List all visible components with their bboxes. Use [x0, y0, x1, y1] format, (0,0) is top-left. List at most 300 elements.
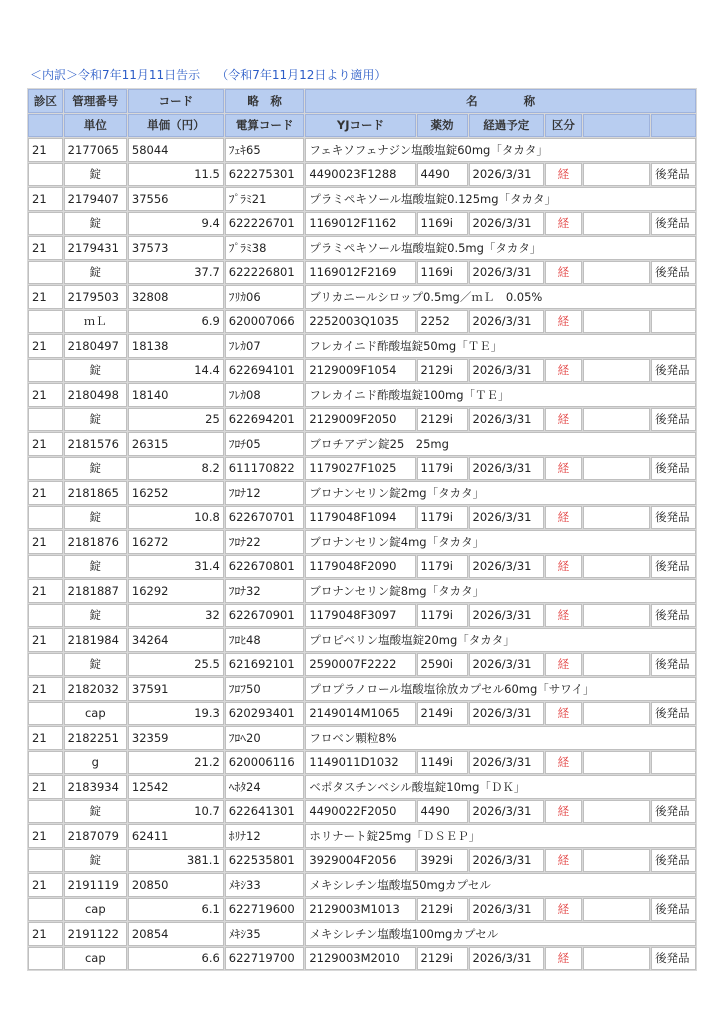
yakko-cell: 2590i: [417, 653, 468, 677]
note-cell: 後発品: [651, 702, 696, 726]
detail-blank: [28, 555, 63, 579]
kubun-cell: 経: [545, 310, 582, 334]
yakko-cell: 1149i: [417, 751, 468, 775]
shinku-cell: 21: [28, 726, 63, 750]
header-densan: 電算コード: [225, 114, 305, 138]
price-cell: 37.7: [128, 261, 224, 285]
note-cell: 後発品: [651, 359, 696, 383]
drug-name-cell: フェキソフェナジン塩酸塩錠60mg「タカタ」: [305, 138, 696, 162]
unit-cell: 錠: [64, 849, 127, 873]
yakko-cell: 2129i: [417, 947, 468, 971]
note-cell: 後発品: [651, 849, 696, 873]
table-row-detail: [28, 163, 696, 187]
price-cell: 14.4: [128, 359, 224, 383]
kanri-cell: 2181576: [64, 432, 127, 456]
detail-blank: [28, 604, 63, 628]
table-row: [28, 481, 696, 505]
yakko-cell: 1179i: [417, 555, 468, 579]
keika-cell: 2026/3/31: [469, 849, 544, 873]
keika-cell: 2026/3/31: [469, 310, 544, 334]
keika-cell: 2026/3/31: [469, 457, 544, 481]
kanri-cell: 2179431: [64, 236, 127, 260]
kanri-cell: 2181984: [64, 628, 127, 652]
note-cell: 後発品: [651, 506, 696, 530]
yj-cell: 2129009F1054: [305, 359, 415, 383]
yakko-cell: 1179i: [417, 457, 468, 481]
densan-cell: 622641301: [225, 800, 305, 824]
price-cell: 9.4: [128, 212, 224, 236]
kubun-cell: 経: [545, 212, 582, 236]
code-cell: 32808: [128, 285, 224, 309]
kanri-cell: 2187079: [64, 824, 127, 848]
kanri-cell: 2177065: [64, 138, 127, 162]
densan-cell: 622275301: [225, 163, 305, 187]
detail-blank: [28, 506, 63, 530]
kubun-cell: 経: [545, 751, 582, 775]
yakko-cell: 1179i: [417, 506, 468, 530]
table-row: [28, 726, 696, 750]
unit-cell: 錠: [64, 408, 127, 432]
densan-cell: 622226801: [225, 261, 305, 285]
keika-cell: 2026/3/31: [469, 506, 544, 530]
yakko-cell: 2252: [417, 310, 468, 334]
kanri-cell: 2181887: [64, 579, 127, 603]
table-row: [28, 334, 696, 358]
unit-cell: 錠: [64, 261, 127, 285]
code-cell: 16272: [128, 530, 224, 554]
table-row-detail: [28, 702, 696, 726]
yakko-cell: 1179i: [417, 604, 468, 628]
shinku-cell: 21: [28, 579, 63, 603]
detail-blank: [28, 898, 63, 922]
table-row: [28, 236, 696, 260]
densan-cell: 622670801: [225, 555, 305, 579]
table-row: [28, 824, 696, 848]
header-kanri: 管理番号: [64, 89, 127, 113]
price-cell: 10.7: [128, 800, 224, 824]
kubun-cell: 経: [545, 653, 582, 677]
note-cell: [651, 310, 696, 334]
code-cell: 12542: [128, 775, 224, 799]
yakko-cell: 3929i: [417, 849, 468, 873]
kubun-cell: 経: [545, 849, 582, 873]
price-cell: 32: [128, 604, 224, 628]
kanri-cell: 2179503: [64, 285, 127, 309]
yj-cell: 1149011D1032: [305, 751, 415, 775]
unit-cell: 錠: [64, 555, 127, 579]
unit-cell: 錠: [64, 506, 127, 530]
table-row-detail: [28, 751, 696, 775]
keika-cell: 2026/3/31: [469, 408, 544, 432]
code-cell: 37573: [128, 236, 224, 260]
blank-cell: [583, 310, 650, 334]
note-cell: 後発品: [651, 800, 696, 824]
densan-cell: 622670701: [225, 506, 305, 530]
code-cell: 18138: [128, 334, 224, 358]
ryaku-cell: ﾌﾟﾗﾐ38: [225, 236, 305, 260]
shinku-cell: 21: [28, 922, 63, 946]
densan-cell: 620293401: [225, 702, 305, 726]
detail-blank: [28, 359, 63, 383]
kubun-cell: 経: [545, 604, 582, 628]
drug-name-cell: フレカイニド酢酸塩錠100mg「ＴＥ」: [305, 383, 696, 407]
table-row-detail: [28, 947, 696, 971]
drug-name-cell: プラミペキソール塩酸塩錠0.125mg「タカタ」: [305, 187, 696, 211]
table-row-detail: [28, 310, 696, 334]
yakko-cell: 2129i: [417, 898, 468, 922]
note-cell: 後発品: [651, 653, 696, 677]
drug-name-cell: プラミペキソール塩酸塩錠0.5mg「タカタ」: [305, 236, 696, 260]
detail-blank: [28, 751, 63, 775]
header-price: 単価（円）: [128, 114, 224, 138]
price-cell: 19.3: [128, 702, 224, 726]
yj-cell: 1179048F2090: [305, 555, 415, 579]
yj-cell: 3929004F2056: [305, 849, 415, 873]
detail-blank: [28, 261, 63, 285]
unit-cell: 錠: [64, 163, 127, 187]
blank-cell: [583, 751, 650, 775]
yakko-cell: 1169i: [417, 261, 468, 285]
table-row-detail: [28, 800, 696, 824]
table-row: [28, 187, 696, 211]
keika-cell: 2026/3/31: [469, 212, 544, 236]
code-cell: 20854: [128, 922, 224, 946]
ryaku-cell: ﾌﾚｶ08: [225, 383, 305, 407]
unit-cell: 錠: [64, 604, 127, 628]
blank-cell: [583, 653, 650, 677]
drug-name-cell: プロピベリン塩酸塩錠20mg「タカタ」: [305, 628, 696, 652]
drug-name-cell: フレカイニド酢酸塩錠50mg「ＴＥ」: [305, 334, 696, 358]
kanri-cell: 2179407: [64, 187, 127, 211]
keika-cell: 2026/3/31: [469, 163, 544, 187]
blank-cell: [583, 555, 650, 579]
keika-cell: 2026/3/31: [469, 604, 544, 628]
yj-cell: 2129009F2050: [305, 408, 415, 432]
table-row: [28, 775, 696, 799]
header-name: 名 称: [305, 89, 696, 113]
unit-cell: cap: [64, 702, 127, 726]
shinku-cell: 21: [28, 187, 63, 211]
yj-cell: 2129003M2010: [305, 947, 415, 971]
detail-blank: [28, 653, 63, 677]
kanri-cell: 2182251: [64, 726, 127, 750]
drug-table: [27, 88, 697, 971]
keika-cell: 2026/3/31: [469, 653, 544, 677]
shinku-cell: 21: [28, 138, 63, 162]
price-cell: 11.5: [128, 163, 224, 187]
shinku-cell: 21: [28, 530, 63, 554]
ryaku-cell: ﾌﾛﾌ50: [225, 677, 305, 701]
shinku-cell: 21: [28, 775, 63, 799]
table-row-detail: [28, 849, 696, 873]
blank-cell: [583, 408, 650, 432]
note-cell: 後発品: [651, 212, 696, 236]
densan-cell: 622670901: [225, 604, 305, 628]
kubun-cell: 経: [545, 555, 582, 579]
blank-cell: [583, 849, 650, 873]
table-row: [28, 285, 696, 309]
detail-blank: [28, 212, 63, 236]
densan-cell: 621692101: [225, 653, 305, 677]
keika-cell: 2026/3/31: [469, 702, 544, 726]
table-row-detail: [28, 359, 696, 383]
blank-cell: [583, 702, 650, 726]
keika-cell: 2026/3/31: [469, 555, 544, 579]
header-shinku: 診区: [28, 89, 63, 113]
ryaku-cell: ﾍﾎﾀ24: [225, 775, 305, 799]
kubun-cell: 経: [545, 408, 582, 432]
drug-name-cell: ベポタスチンベシル酸塩錠10mg「ＤＫ」: [305, 775, 696, 799]
code-cell: 62411: [128, 824, 224, 848]
blank-cell: [583, 457, 650, 481]
price-cell: 31.4: [128, 555, 224, 579]
kubun-cell: 経: [545, 506, 582, 530]
apply-date: （令和7年11月12日より適用）: [216, 68, 387, 82]
detail-blank: [28, 310, 63, 334]
yakko-cell: 1169i: [417, 212, 468, 236]
table-row-detail: [28, 261, 696, 285]
densan-cell: 622719700: [225, 947, 305, 971]
table-row: [28, 628, 696, 652]
shinku-cell: 21: [28, 824, 63, 848]
note-cell: 後発品: [651, 555, 696, 579]
table-row: [28, 579, 696, 603]
blank-cell: [583, 604, 650, 628]
note-cell: 後発品: [651, 163, 696, 187]
header-blank: [28, 114, 63, 138]
drug-name-cell: ブロナンセリン錠2mg「タカタ」: [305, 481, 696, 505]
unit-cell: 錠: [64, 457, 127, 481]
blank-cell: [583, 898, 650, 922]
header-ryaku: 略 称: [225, 89, 305, 113]
kanri-cell: 2183934: [64, 775, 127, 799]
ryaku-cell: ﾌﾛﾅ12: [225, 481, 305, 505]
drug-name-cell: ホリナート錠25mg「ＤＳＥＰ」: [305, 824, 696, 848]
kanri-cell: 2181865: [64, 481, 127, 505]
ryaku-cell: ﾌﾛﾋ48: [225, 628, 305, 652]
table-row-detail: [28, 506, 696, 530]
densan-cell: 622535801: [225, 849, 305, 873]
table-row: [28, 873, 696, 897]
drug-name-cell: ブロナンセリン錠8mg「タカタ」: [305, 579, 696, 603]
yj-cell: 4490023F1288: [305, 163, 415, 187]
keika-cell: 2026/3/31: [469, 898, 544, 922]
keika-cell: 2026/3/31: [469, 261, 544, 285]
table-row: [28, 138, 696, 162]
price-cell: 21.2: [128, 751, 224, 775]
shinku-cell: 21: [28, 285, 63, 309]
kubun-cell: 経: [545, 261, 582, 285]
kanri-cell: 2182032: [64, 677, 127, 701]
ryaku-cell: ﾒｷｼ35: [225, 922, 305, 946]
code-cell: 16292: [128, 579, 224, 603]
yj-cell: 1179027F1025: [305, 457, 415, 481]
densan-cell: 620006116: [225, 751, 305, 775]
table-row-detail: [28, 212, 696, 236]
kanri-cell: 2181876: [64, 530, 127, 554]
yakko-cell: 2129i: [417, 359, 468, 383]
table-row: [28, 530, 696, 554]
unit-cell: g: [64, 751, 127, 775]
table-row-detail: [28, 408, 696, 432]
header-unit: 単位: [64, 114, 127, 138]
blank-cell: [583, 506, 650, 530]
shinku-cell: 21: [28, 236, 63, 260]
header-keika: 経過予定: [469, 114, 544, 138]
code-cell: 20850: [128, 873, 224, 897]
table-row-detail: [28, 898, 696, 922]
yj-cell: 1179048F1094: [305, 506, 415, 530]
kanri-cell: 2180498: [64, 383, 127, 407]
blank-cell: [583, 947, 650, 971]
ryaku-cell: ﾌﾘｶ06: [225, 285, 305, 309]
price-cell: 25.5: [128, 653, 224, 677]
yj-cell: 1179048F3097: [305, 604, 415, 628]
blank-cell: [583, 163, 650, 187]
header-row-1: [28, 89, 696, 113]
drug-name-cell: ブリカニールシロップ0.5mg／ｍＬ 0.05%: [305, 285, 696, 309]
header-row-2: [28, 114, 696, 138]
blank-cell: [583, 212, 650, 236]
blank-cell: [583, 261, 650, 285]
drug-name-cell: フロベン顆粒8%: [305, 726, 696, 750]
header-kubun: 区分: [545, 114, 582, 138]
header-blank-3: [651, 114, 696, 138]
ryaku-cell: ﾌﾛﾅ22: [225, 530, 305, 554]
unit-cell: ｍＬ: [64, 310, 127, 334]
detail-blank: [28, 849, 63, 873]
densan-cell: 611170822: [225, 457, 305, 481]
keika-cell: 2026/3/31: [469, 359, 544, 383]
note-cell: [651, 751, 696, 775]
code-cell: 37556: [128, 187, 224, 211]
detail-blank: [28, 457, 63, 481]
yj-cell: 4490022F2050: [305, 800, 415, 824]
table-row-detail: [28, 604, 696, 628]
yakko-cell: 4490: [417, 163, 468, 187]
yakko-cell: 2149i: [417, 702, 468, 726]
code-cell: 32359: [128, 726, 224, 750]
ryaku-cell: ﾌﾟﾗﾐ21: [225, 187, 305, 211]
code-cell: 58044: [128, 138, 224, 162]
shinku-cell: 21: [28, 481, 63, 505]
detail-blank: [28, 163, 63, 187]
shinku-cell: 21: [28, 383, 63, 407]
drug-name-cell: メキシレチン塩酸塩100mgカプセル: [305, 922, 696, 946]
note-cell: 後発品: [651, 408, 696, 432]
shinku-cell: 21: [28, 432, 63, 456]
drug-name-cell: ブロナンセリン錠4mg「タカタ」: [305, 530, 696, 554]
keika-cell: 2026/3/31: [469, 800, 544, 824]
kubun-cell: 経: [545, 702, 582, 726]
shinku-cell: 21: [28, 677, 63, 701]
densan-cell: 622226701: [225, 212, 305, 236]
yj-cell: 2252003Q1035: [305, 310, 415, 334]
code-cell: 34264: [128, 628, 224, 652]
price-cell: 25: [128, 408, 224, 432]
table-row: [28, 677, 696, 701]
drug-name-cell: ブロチアデン錠25 25mg: [305, 432, 696, 456]
kanri-cell: 2191119: [64, 873, 127, 897]
header-code: コード: [128, 89, 224, 113]
kubun-cell: 経: [545, 898, 582, 922]
code-cell: 26315: [128, 432, 224, 456]
code-cell: 37591: [128, 677, 224, 701]
yj-cell: 2590007F2222: [305, 653, 415, 677]
blank-cell: [583, 359, 650, 383]
ryaku-cell: ﾒｷｼ33: [225, 873, 305, 897]
table-row-detail: [28, 555, 696, 579]
ryaku-cell: ﾌﾚｶ07: [225, 334, 305, 358]
notice-title: ＜内訳＞令和7年11月11日告示: [30, 68, 201, 82]
yj-cell: 2149014M1065: [305, 702, 415, 726]
densan-cell: 622694101: [225, 359, 305, 383]
densan-cell: 620007066: [225, 310, 305, 334]
yakko-cell: 4490: [417, 800, 468, 824]
yj-cell: 2129003M1013: [305, 898, 415, 922]
note-cell: 後発品: [651, 261, 696, 285]
note-cell: 後発品: [651, 457, 696, 481]
yj-cell: 1169012F1162: [305, 212, 415, 236]
shinku-cell: 21: [28, 628, 63, 652]
keika-cell: 2026/3/31: [469, 751, 544, 775]
price-cell: 381.1: [128, 849, 224, 873]
price-cell: 6.6: [128, 947, 224, 971]
detail-blank: [28, 947, 63, 971]
detail-blank: [28, 702, 63, 726]
ryaku-cell: ﾌﾛﾅ32: [225, 579, 305, 603]
unit-cell: cap: [64, 947, 127, 971]
header-blank-2: [583, 114, 650, 138]
ryaku-cell: ﾌｪｷ65: [225, 138, 305, 162]
table-row-detail: [28, 457, 696, 481]
densan-cell: 622694201: [225, 408, 305, 432]
yj-cell: 1169012F2169: [305, 261, 415, 285]
kanri-cell: 2191122: [64, 922, 127, 946]
code-cell: 18140: [128, 383, 224, 407]
price-cell: 10.8: [128, 506, 224, 530]
yakko-cell: 2129i: [417, 408, 468, 432]
note-cell: 後発品: [651, 898, 696, 922]
note-cell: 後発品: [651, 604, 696, 628]
unit-cell: cap: [64, 898, 127, 922]
detail-blank: [28, 800, 63, 824]
kubun-cell: 経: [545, 800, 582, 824]
blank-cell: [583, 800, 650, 824]
densan-cell: 622719600: [225, 898, 305, 922]
table-row: [28, 383, 696, 407]
price-cell: 6.9: [128, 310, 224, 334]
detail-blank: [28, 408, 63, 432]
price-cell: 6.1: [128, 898, 224, 922]
header-yj: YJコード: [305, 114, 415, 138]
page-title: [30, 66, 386, 83]
unit-cell: 錠: [64, 212, 127, 236]
shinku-cell: 21: [28, 873, 63, 897]
keika-cell: 2026/3/31: [469, 947, 544, 971]
kubun-cell: 経: [545, 359, 582, 383]
kanri-cell: 2180497: [64, 334, 127, 358]
unit-cell: 錠: [64, 653, 127, 677]
kubun-cell: 経: [545, 457, 582, 481]
price-cell: 8.2: [128, 457, 224, 481]
drug-name-cell: プロプラノロール塩酸塩徐放カプセル60mg「サワイ」: [305, 677, 696, 701]
kubun-cell: 経: [545, 163, 582, 187]
note-cell: 後発品: [651, 947, 696, 971]
table-row: [28, 922, 696, 946]
unit-cell: 錠: [64, 359, 127, 383]
kubun-cell: 経: [545, 947, 582, 971]
